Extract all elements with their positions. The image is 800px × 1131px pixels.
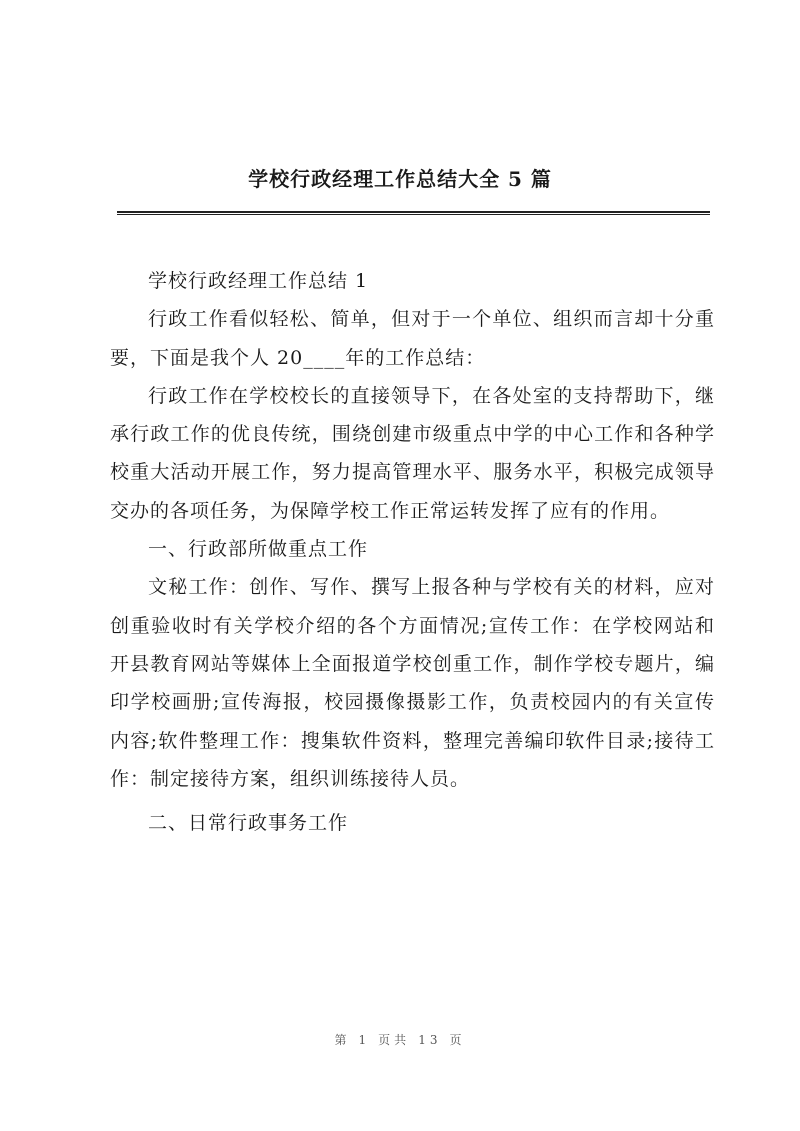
footer-middle: 页共: [378, 1033, 411, 1047]
section-heading: 二、日常行政事务工作: [148, 812, 349, 835]
document-body: [110, 262, 715, 842]
page-footer: [0, 1031, 800, 1048]
body-paragraph: 文秘工作：创作、写作、撰写上报各种与学校有关的材料，应对创重验收时有关学校介绍的各个方面情况;宣传工作：在学校网站和开县教育网站等媒体上全面报道学校创重工作，制作学校专题片，编印学校画册;宣传海报，校园摄像摄影工作，负责校园内的有关宣传内容;软件整理工作：搜集软件资料，整理完善编印软件目录;接待工作：制定接待方案，组织训练接待人员。: [110, 576, 715, 790]
section-heading: 一、行政部所做重点工作: [148, 538, 369, 561]
footer-prefix: 第: [334, 1033, 351, 1047]
body-paragraph: 行政工作在学校校长的直接领导下，在各处室的支持帮助下，继承行政工作的优良传统，围绕创建市级重点中学的中心工作和各种学校重大活动开展工作，努力提高管理水平、服务水平，积极完成领导交办的各项任务，为保障学校工作正常运转发挥了应有的作用。: [110, 384, 715, 522]
document-title: 学校行政经理工作总结大全 5 篇: [248, 167, 552, 191]
footer-total-pages: 13: [418, 1033, 442, 1047]
footer-page-number: 1: [358, 1033, 371, 1047]
title-divider: [117, 211, 710, 215]
footer-suffix: 页: [449, 1033, 466, 1047]
body-paragraph: 行政工作看似轻松、简单，但对于一个单位、组织而言却十分重要，下面是我个人 20____年的工作总结：: [110, 308, 715, 369]
section-title: 学校行政经理工作总结 1: [148, 270, 369, 292]
